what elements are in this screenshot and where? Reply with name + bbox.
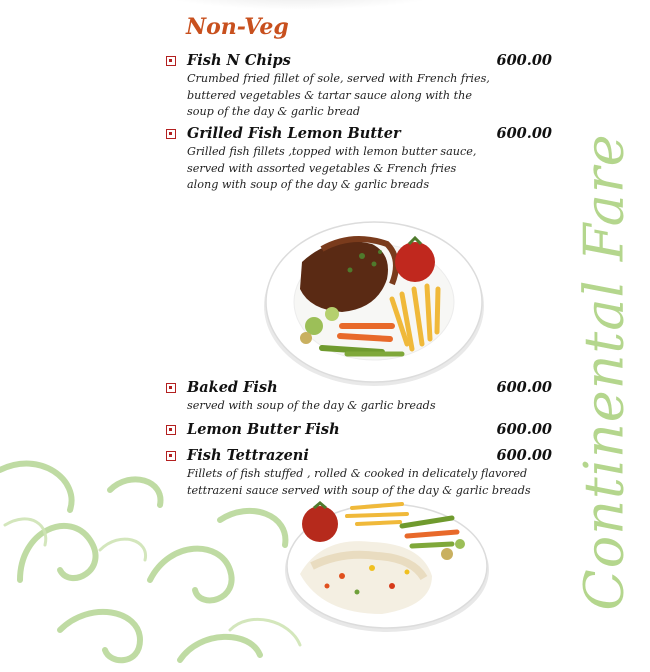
- item-name: Fish N Chips: [187, 52, 291, 69]
- swirl-ornament-decoration: [0, 430, 330, 672]
- description-line: buttered vegetables & tartar sauce along with the: [187, 88, 473, 102]
- description-line: along with soup of the day & garlic breads: [187, 178, 430, 191]
- description-line: Grilled fish fillets ,topped with lemon butter sauce,: [187, 145, 477, 158]
- bullet-icon: [166, 56, 176, 66]
- bullet-icon: [166, 383, 176, 393]
- vertical-side-title: Continental Fare: [572, 133, 636, 611]
- description-line: tettrazeni sauce served with soup of the day & garlic breads: [187, 483, 531, 497]
- item-price: 600.00: [496, 447, 552, 464]
- item-description: [187, 144, 557, 194]
- item-price: 600.00: [496, 125, 552, 142]
- top-shadow-decoration: [150, 0, 450, 10]
- item-name: Grilled Fish Lemon Butter: [187, 125, 401, 142]
- item-description: [187, 398, 557, 415]
- description-line: Crumbed fried fillet of sole, served with French fries,: [187, 72, 490, 85]
- item-price: 600.00: [496, 52, 552, 69]
- description-line: soup of the day & garlic bread: [187, 105, 361, 118]
- item-price: 600.00: [496, 421, 552, 438]
- grilled-fish-plate-image: [262, 214, 487, 390]
- item-name: Lemon Butter Fish: [187, 421, 340, 438]
- item-price: 600.00: [496, 379, 552, 396]
- bullet-icon: [166, 129, 176, 139]
- section-title: Non-Veg: [186, 14, 289, 40]
- item-name: Baked Fish: [187, 379, 278, 396]
- item-name: Fish Tettrazeni: [187, 447, 309, 464]
- description-line: served with soup of the day & garlic breads: [187, 399, 436, 412]
- description-line: served with assorted vegetables & French fries: [187, 161, 457, 175]
- description-line: Fillets of fish stuffed , rolled & cooked in delicately flavored: [187, 467, 528, 480]
- item-description: [187, 71, 557, 121]
